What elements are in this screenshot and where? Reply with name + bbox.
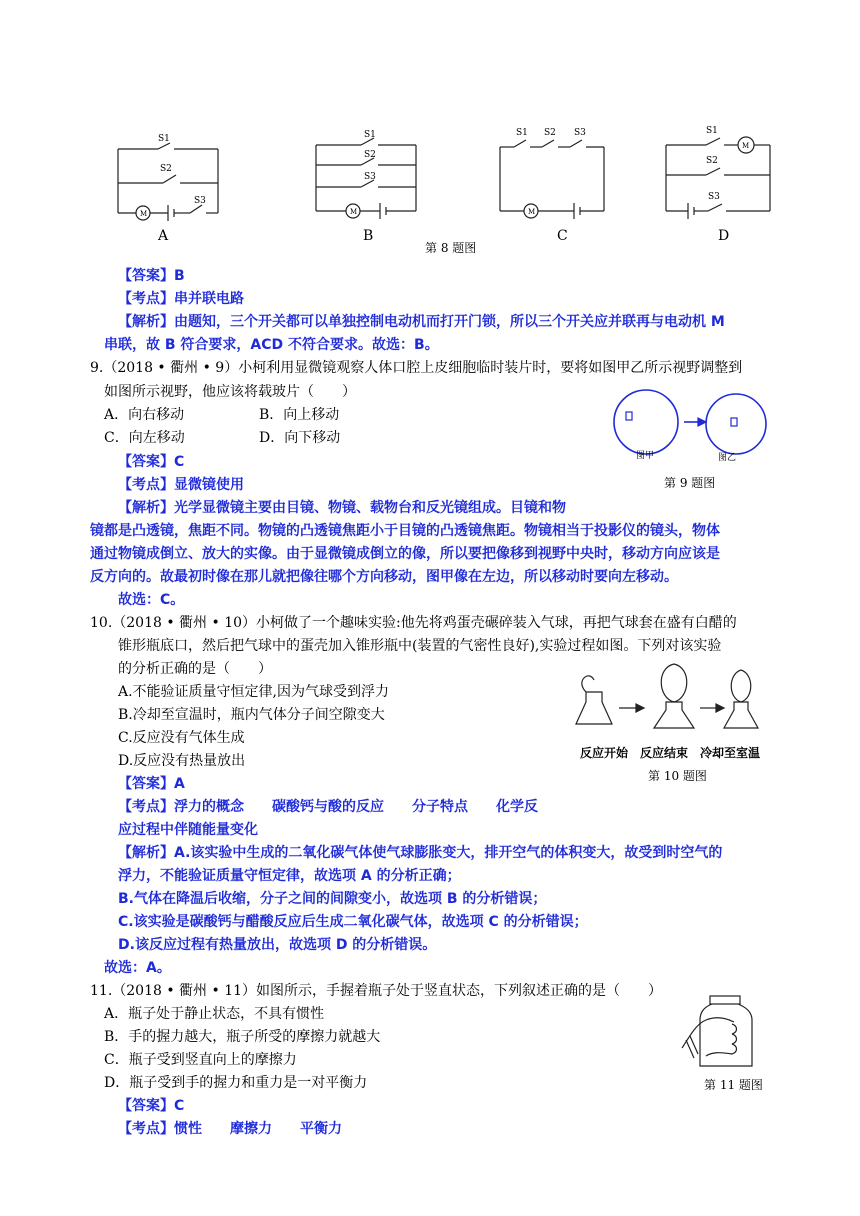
- svg-text:M: M: [528, 208, 536, 216]
- circuit-c-diagram: [500, 128, 604, 220]
- q10-analysis-line-2: 浮力，不能验证质量守恒定律，故选项 A 的分析正确；: [118, 868, 461, 884]
- svg-text:S3: S3: [708, 192, 720, 202]
- q10-analysis-line-4: C.该实验是碳酸钙与醋酸反应后生成二氧化碳气体，故选项 C 的分析错误；: [118, 914, 588, 930]
- q11-hand-bottle-figure: [682, 996, 762, 1071]
- q10-answer: 【答案】A: [118, 776, 185, 792]
- circuit-a-label: A: [158, 228, 169, 244]
- q10-option-c: C.反应没有气体生成: [118, 730, 245, 746]
- circuit-b-label: B: [363, 228, 374, 244]
- circuit-c-label: C: [557, 228, 568, 244]
- circuit-b-diagram: [316, 130, 416, 220]
- q9-option-b: B．向上移动: [259, 407, 340, 423]
- svg-text:S1: S1: [706, 126, 718, 136]
- q9-stem-line-1: 9.（2018 • 衢州 • 9）小柯利用显微镜观察人体口腔上皮细胞临时装片时，要将如图甲乙所示视野调整到: [90, 360, 743, 376]
- q10-option-b: B.冷却至宣温时，瓶内气体分子间空隙变大: [118, 707, 385, 723]
- svg-text:S1: S1: [158, 134, 170, 144]
- q9-fig-label-jia: 图甲: [636, 451, 655, 461]
- q9-stem-line-2: 如图所示视野，他应该将载玻片（ ）: [104, 384, 356, 400]
- q10-stem-line-2: 锥形瓶底口，然后把气球中的蛋壳加入锥形瓶中(装置的气密性良好),实验过程如图。下列对该实验: [118, 638, 722, 654]
- svg-text:M: M: [742, 142, 750, 150]
- q9-option-d: D．向下移动: [259, 430, 341, 446]
- q10-analysis-line-1: 【解析】A.该实验中生成的二氧化碳气体使气球膨胀变大，排开空气的体积变大，故受到时空气的: [118, 845, 723, 861]
- svg-text:M: M: [350, 208, 358, 216]
- svg-text:S2: S2: [364, 150, 376, 160]
- svg-text:S2: S2: [544, 128, 556, 138]
- q9-answer: 【答案】C: [118, 454, 185, 470]
- circuit-a-diagram: [118, 135, 218, 220]
- q8-analysis-line-1: 【解析】由题知，三个开关都可以单独控制电动机而打开门锁，所以三个开关应并联再与电动机 M: [118, 314, 725, 330]
- circuit-d-label: D: [718, 228, 730, 244]
- svg-text:S3: S3: [194, 196, 206, 206]
- q10-analysis-line-5: D.该反应过程有热量放出，故选项 D 的分析错误。: [118, 937, 437, 953]
- q11-option-d: D．瓶子受到手的握力和重力是一对平衡力: [104, 1075, 368, 1091]
- svg-text:S3: S3: [364, 172, 376, 182]
- q8-point: 【考点】串并联电路: [118, 291, 244, 307]
- q9-analysis-line-1: 【解析】光学显微镜主要由目镜、物镜、载物台和反光镜组成。目镜和物: [118, 500, 566, 516]
- q10-figure-caption: 第 10 题图: [648, 769, 707, 783]
- q10-option-d: D.反应没有热量放出: [118, 753, 246, 769]
- q10-option-a: A.不能验证质量守恒定律,因为气球受到浮力: [118, 684, 390, 700]
- svg-text:M: M: [140, 210, 148, 218]
- q11-option-a: A．瓶子处于静止状态，不具有惯性: [104, 1006, 325, 1022]
- q9-analysis-line-3: 通过物镜成倒立、放大的实像。由于显微镜成倒立的像，所以要把像移到视野中央时，移动方向应该是: [90, 546, 720, 562]
- q10-analysis-line-3: B.气体在降温后收缩，分子之间的间隙变小，故选项 B 的分析错误；: [118, 891, 547, 907]
- q9-analysis-line-4: 反方向的。故最初时像在那儿就把像往哪个方向移动，图甲像在左边，所以移动时要向左移动。: [90, 569, 678, 585]
- q9-fig-label-yi: 图乙: [718, 453, 737, 463]
- svg-text:S2: S2: [706, 156, 718, 166]
- q10-stem-line-3: 的分析正确的是（ ）: [118, 661, 272, 677]
- svg-text:S2: S2: [160, 164, 172, 174]
- q10-analysis-line-6: 故选：A。: [104, 960, 171, 976]
- q8-figure-caption: 第 8 题图: [425, 241, 477, 255]
- q10-point-line-1: 【考点】浮力的概念 碳酸钙与酸的反应 分子特点 化学反: [118, 799, 538, 815]
- q9-point: 【考点】显微镜使用: [118, 477, 244, 493]
- q8-analysis-line-2: 串联，故 B 符合要求，ACD 不符合要求。故选：B。: [104, 337, 439, 353]
- svg-text:S1: S1: [516, 128, 528, 138]
- q11-stem: 11.（2018 • 衢州 • 11）如图所示，手握着瓶子处于竖直状态，下列叙述正确的是（ ）: [90, 983, 663, 999]
- svg-text:S3: S3: [574, 128, 586, 138]
- q9-analysis-line-5: 故选：C。: [118, 592, 185, 608]
- circuit-d-diagram: [666, 126, 770, 220]
- q9-analysis-line-2: 镜都是凸透镜，焦距不同。物镜的凸透镜焦距小于目镜的凸透镜焦距。物镜相当于投影仪的镜头，物体: [90, 523, 720, 539]
- q11-answer: 【答案】C: [118, 1098, 185, 1114]
- q11-option-c: C．瓶子受到竖直向上的摩擦力: [104, 1052, 297, 1068]
- q9-option-a: A．向右移动: [104, 407, 185, 423]
- q11-figure-caption: 第 11 题图: [704, 1078, 763, 1092]
- q11-option-b: B．手的握力越大，瓶子所受的摩擦力就越大: [104, 1029, 381, 1045]
- q8-answer: 【答案】B: [118, 268, 185, 284]
- q9-figure-caption: 第 9 题图: [664, 476, 716, 490]
- svg-text:S1: S1: [364, 130, 376, 140]
- q10-fig-labels: 反应开始 反应结束 冷却至室温: [580, 746, 761, 760]
- q10-experiment-figure: [574, 662, 764, 732]
- q10-stem-line-1: 10.（2018 • 衢州 • 10）小柯做了一个趣味实验:他先将鸡蛋壳碾碎装入气球，再把气球套在盛有白醋的: [90, 615, 737, 631]
- q10-point-line-2: 应过程中伴随能量变化: [118, 822, 258, 838]
- q11-point: 【考点】惯性 摩擦力 平衡力: [118, 1121, 342, 1137]
- q9-option-c: C．向左移动: [104, 430, 185, 446]
